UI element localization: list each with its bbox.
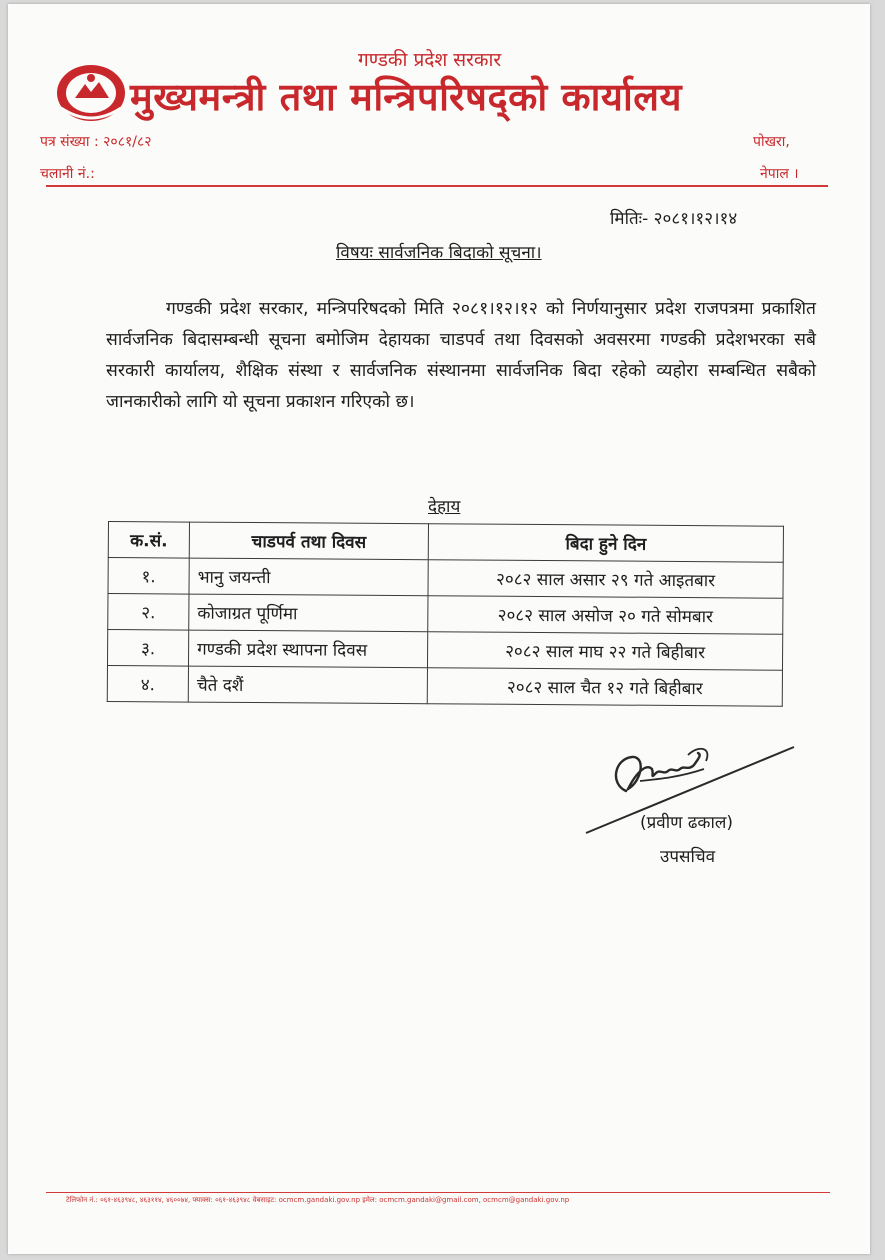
table-row [108,558,783,599]
table-row [107,630,782,671]
holiday-date-cell: २०८२ साल माघ २२ गते बिहीबार [427,632,782,670]
holiday-date-cell: २०८२ साल असोज २० गते सोमबार [428,596,783,634]
footer-contact: टेलिफोन नं.: ०६१-४६३९४८, ४६३११४, ४६००७४, फ्याक्स: ०६१-४६३९४८ वेबसाइट: ocmcm.gandaki.gov.np इमेल: ocmcm.gandaki@gmail.com, ocmcm@gandaki.gov.np [66,1196,570,1204]
annex-title: देहाय [428,497,461,517]
festival-cell: भानु जयन्ती [189,558,428,596]
dispatch-number: चलानी नं.: [40,166,95,182]
column-header-serial: क.सं. [108,522,189,559]
letter-body: गण्डकी प्रदेश सरकार, मन्त्रिपरिषदको मिति २०८१।१२।१२ को निर्णयानुसार प्रदेश राजपत्रमा प्रकाशित सार्वजनिक बिदासम्बन्धी सूचना बमोजिम देहायका चाडपर्व तथा दिवसको अवसरमा गण्डकी प्रदेशभरका सबै सरकारी कार्यालय, शैक्षिक संस्था र सार्वजनिक संस्थानमा सार्वजनिक बिदा रहेको व्यहोरा सम्बन्धित सबैको जानकारीको लागि यो सूचना प्रकाशन गरिएको छ। [106,299,816,412]
letterhead-divider [46,185,828,187]
festival-cell: गण्डकी प्रदेश स्थापना दिवस [188,630,427,668]
signatory-designation: उपसचिव [660,847,716,867]
holiday-date-cell: २०८२ साल असार २९ गते आइतबार [428,560,783,598]
serial-cell: १. [108,558,189,595]
government-emblem-icon [53,62,129,124]
table-row [108,594,783,635]
festival-cell: चैते दशैं [188,666,427,704]
address-country: नेपाल । [760,166,799,182]
government-name: गण्डकी प्रदेश सरकार [358,49,502,71]
serial-cell: ३. [107,630,188,667]
serial-cell: ४. [107,665,188,702]
office-name: मुख्यमन्त्री तथा मन्त्रिपरिषद्को कार्यालय [130,75,683,119]
letter-subject: विषयः सार्वजनिक बिदाको सूचना। [336,243,542,263]
table-header-row [108,522,783,563]
footer-divider [46,1192,830,1193]
holiday-table [107,521,784,707]
table-row [107,665,782,706]
reference-number: पत्र संख्या : २०८१/८२ [40,134,152,150]
letter-sheet [8,4,870,1254]
festival-cell: कोजाग्रत पूर्णिमा [189,594,428,632]
column-header-festival: चाडपर्व तथा दिवस [189,522,428,560]
holiday-date-cell: २०८२ साल चैत १२ गते बिहीबार [427,668,782,706]
letter-date: मितिः- २०८१।१२।१४ [610,209,738,229]
serial-cell: २. [108,594,189,631]
signatory-name: (प्रवीण ढकाल) [640,813,734,833]
address-city: पोखरा, [753,134,790,150]
column-header-holiday-date: बिदा हुने दिन [428,524,783,562]
